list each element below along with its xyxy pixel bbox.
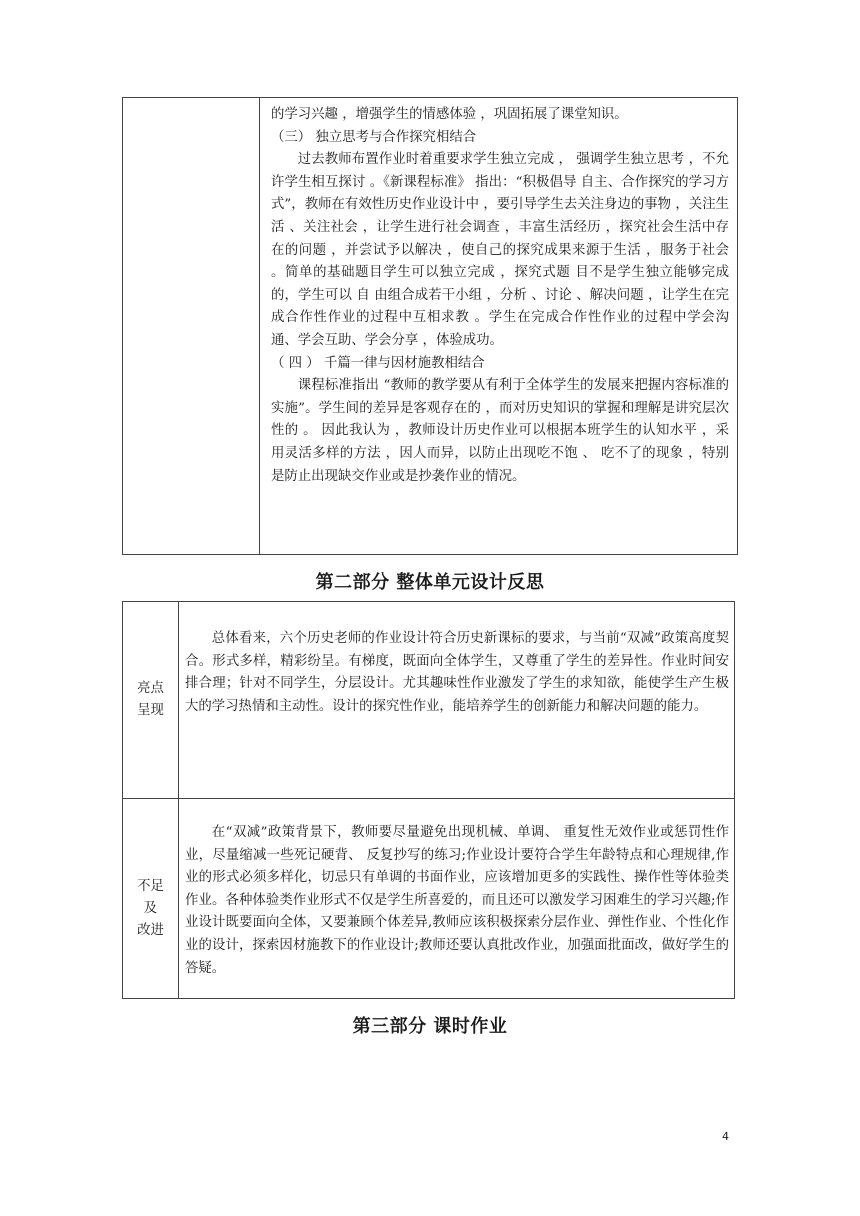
table-row-improvements — [123, 798, 734, 998]
paragraph-continuation: 的学习兴趣 ，增强学生的情感体验 ，巩固拓展了课堂知识。 — [271, 107, 628, 122]
paragraph-independent-cooperative: 过去教师布置作业时着重要求学生独立完成 ， 强调学生独立思考 ，不允许学生相互探讨 。《新课程标准》 指出：“积极倡导 自主、合作探究的学习方式”，教师在有效性历史作业设计中 ，要引导学生去关注身边的事物 ，关注生活 、关注社会 ，让学生进行社会调查 ，丰富生活经历 ，探究社会生活中存在的问题 ，并尝试予以解决 ，使自己的探究成果来源于生活 ，服务于社会 。简单的基础题目学生可以独立完成 ，探究式题 目不是学生独立能够完成的，学生可以 自 由组合成若干小组 ，分析 、讨论 、解决问题 ，让学生在完成合作性作业的过程中互相求教 。学生在完成合作性作业的过程中学会沟通、学会互助、学会分享 ，体验成功。 — [271, 152, 729, 348]
reflection-table-continued — [122, 97, 738, 555]
subheading-three: （三） 独立思考与合作探究相结合 — [271, 129, 477, 145]
table-column-divider — [178, 798, 179, 998]
table-column-divider — [178, 602, 179, 798]
row-label-highlights: 亮点 呈现 — [137, 681, 164, 718]
row-label-improvements: 不足 及 改进 — [137, 879, 164, 938]
table-row-highlights — [123, 602, 734, 799]
subheading-four: （ 四 ） 千篇一律与因材施教相结合 — [271, 355, 485, 371]
section-two-title: 第二部分 整体单元设计反思 — [315, 572, 545, 593]
highlights-text: 总体看来，六个历史老师的作业设计符合历史新课标的要求，与当前“双减”政策高度契合。形式多样，精彩纷呈。有梯度，既面向全体学生，又尊重了学生的差异性。作业时间安排合理；针对不同学生，分层设计。尤其趣味性作业激发了学生的求知欲，能使学生产生极大的学习热情和主动性。设计的探究性作业，能培养学生的创新能力和解决问题的能力。 — [185, 631, 729, 714]
table-column-divider — [259, 98, 260, 554]
unit-design-reflection-table — [122, 601, 735, 999]
paragraph-differentiated-teaching: 课程标准指出 “教师的教学要从有利于全体学生的发展来把握内容标准的实施”。学生间的差异是客观存在的 ，而对历史知识的掌握和理解是讲究层次性的 。 因此我认为 ，教师设计历史作业可以根据本班学生的认知水平 ，采用灵活多样的方法 ，因人而异，以防止出现吃不饱 、 吃不了的现象 ，特别是防止出现缺交作业或是抄袭作业的情况。 — [271, 378, 729, 484]
page-number: 4 — [722, 1130, 729, 1143]
table-content-cell — [271, 104, 729, 488]
improvements-text: 在“双减”政策背景下，教师要尽量避免出现机械、单调、 重复性无效作业或惩罚性作业，尽量缩减一些死记硬背、 反复抄写的练习;作业设计要符合学生年龄特点和心理规律,作业的形式必须多样化，切忌只有单调的书面作业，应该增加更多的实践性、操作性等体验类作业。各种体验类作业形式不仅是学生所喜爱的，而且还可以激发学习困难生的学习兴趣;作业设计既要面向全体，又要兼顾个体差异,教师应该积极探索分层作业、弹性作业、个性化作业的设计，探索因材施教下的作业设计;教师还要认真批改作业，加强面批面改，做好学生的答疑。 — [185, 825, 729, 976]
section-three-title: 第三部分 课时作业 — [352, 1016, 508, 1037]
